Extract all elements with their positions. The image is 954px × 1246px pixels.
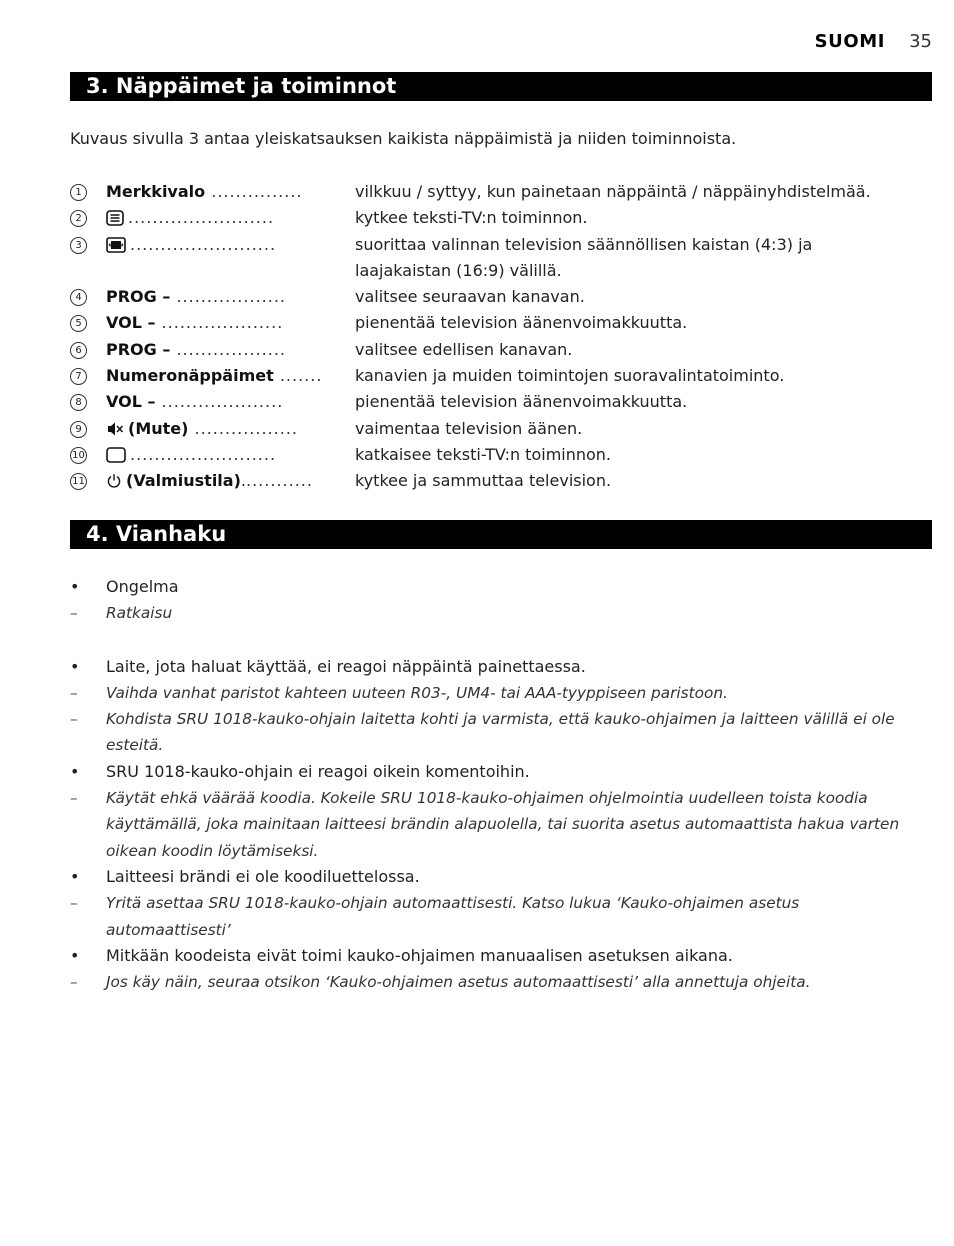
- key-name: [106, 284, 352, 310]
- key-description: katkaisee teksti-TV:n toiminnon.: [355, 444, 612, 464]
- key-number: 6: [70, 342, 87, 359]
- key-number: 5: [70, 315, 87, 332]
- solution-text: käyttämällä, joka mainitaan laitteesi brändin alapuolella, tai suorita asetus automaattista hakua varten: [106, 815, 900, 834]
- key-row: [70, 363, 940, 389]
- key-label: PROG –: [106, 287, 171, 307]
- key-name: [106, 232, 352, 261]
- key-name: [106, 468, 352, 497]
- key-row: [70, 389, 940, 415]
- problem-text: SRU 1018-kauko-ohjain ei reagoi oikein komentoihin.: [106, 761, 530, 781]
- key-description: kytkee ja sammuttaa television.: [355, 471, 612, 491]
- problem-item: [70, 654, 920, 680]
- legend-solution: [70, 600, 920, 626]
- key-number: 3: [70, 237, 87, 254]
- key-name: [106, 337, 352, 363]
- key-number: 1: [70, 184, 87, 201]
- troubleshooting-items: [70, 654, 920, 996]
- page-number: 35: [909, 31, 932, 52]
- bullet-marker: •: [70, 866, 80, 886]
- solution-item-continued: [70, 838, 920, 864]
- solution-text: esteitä.: [106, 736, 164, 755]
- key-description: suorittaa valinnan television säännöllisen kaistan (4:3) ja: [355, 234, 813, 254]
- problem-text: Laitteesi brändi ei ole koodiluettelossa.: [106, 866, 420, 886]
- screen-format-icon: [106, 235, 126, 261]
- bullet-marker: •: [70, 761, 80, 781]
- dash-marker: –: [70, 894, 78, 913]
- key-description: pienentää television äänenvoimakkuutta.: [355, 313, 688, 333]
- key-description: kanavien ja muiden toimintojen suoravalintatoiminto.: [355, 366, 785, 386]
- leader-dots: ..................: [170, 339, 286, 359]
- key-row: [70, 310, 940, 336]
- problem-item: [70, 759, 920, 785]
- leader-dots: ........................: [130, 234, 277, 254]
- solution-text: oikean koodin löytämiseksi.: [106, 841, 319, 860]
- key-number: 11: [70, 473, 87, 490]
- bullet-marker: •: [70, 656, 80, 676]
- key-row: [70, 179, 940, 205]
- key-description: valitsee edellisen kanavan.: [355, 339, 573, 359]
- language-label: SUOMI: [814, 31, 886, 52]
- key-label: VOL –: [106, 392, 156, 412]
- key-name: [106, 205, 352, 234]
- solution-text: Vaihda vanhat paristot kahteen uuteen R03-, UM4- tai AAA-tyyppiseen paristoon.: [106, 683, 728, 702]
- troubleshooting-list: [70, 574, 920, 995]
- bullet-marker: •: [70, 577, 80, 596]
- key-number: 2: [70, 210, 87, 227]
- dash-marker: –: [70, 683, 78, 702]
- dash-marker: –: [70, 604, 78, 623]
- key-label: PROG –: [106, 339, 171, 359]
- key-number: 10: [70, 447, 87, 464]
- problem-text: Mitkään koodeista eivät toimi kauko-ohjaimen manuaalisen asetuksen aikana.: [106, 945, 733, 965]
- key-description: vaimentaa television äänen.: [355, 418, 583, 438]
- power-icon: [106, 471, 122, 497]
- key-label: Numeronäppäimet: [106, 366, 274, 386]
- key-row: [70, 468, 940, 494]
- key-name: [106, 363, 352, 389]
- legend-problem: [70, 574, 920, 600]
- bullet-marker: •: [70, 945, 80, 965]
- key-description: vilkkuu / syttyy, kun painetaan näppäintä / näppäinyhdistelmää.: [355, 182, 871, 201]
- key-label: Merkkivalo: [106, 182, 206, 201]
- key-row: [70, 232, 940, 285]
- key-name: [106, 179, 352, 205]
- solution-item-continued: [70, 732, 920, 758]
- leader-dots: ...........: [246, 471, 313, 491]
- page-header: [815, 31, 932, 52]
- solution-item: [70, 706, 920, 732]
- solution-text: Kohdista SRU 1018-kauko-ohjain laitetta kohti ja varmista, että kauko-ohjaimen ja laitteen välillä ei ole: [106, 710, 895, 729]
- legend-problem-text: Ongelma: [106, 577, 179, 596]
- dash-marker: –: [70, 973, 78, 992]
- key-label: (Valmiustila): [126, 471, 241, 491]
- solution-item: [70, 785, 920, 811]
- key-number: 9: [70, 421, 87, 438]
- solution-text: Yritä asettaa SRU 1018-kauko-ohjain automaattisesti. Katso lukua ‘Kauko-ohjaimen asetus automaattisesti’: [106, 894, 800, 939]
- key-number: 7: [70, 368, 87, 385]
- leader-dots: ........................: [130, 444, 277, 464]
- section-title-troubleshooting: 4. Vianhaku: [70, 520, 932, 549]
- leader-dots: .......: [273, 366, 323, 386]
- leader-dots: ...............: [205, 182, 303, 201]
- leader-dots: .................: [188, 418, 298, 438]
- key-row: [70, 416, 940, 442]
- key-number: 8: [70, 394, 87, 411]
- problem-item: [70, 864, 920, 890]
- key-description-continued: laajakaistan (16:9) välillä.: [355, 260, 562, 280]
- key-name: [106, 389, 352, 415]
- section-intro: Kuvaus sivulla 3 antaa yleiskatsauksen kaikista näppäimistä ja niiden toiminnoista.: [70, 129, 737, 148]
- key-suffix: .: [240, 471, 246, 491]
- key-row: [70, 205, 940, 231]
- key-description: valitsee seuraavan kanavan.: [355, 287, 585, 307]
- solution-item: [70, 969, 920, 995]
- key-row: [70, 284, 940, 310]
- dash-marker: –: [70, 710, 78, 729]
- key-label: VOL –: [106, 313, 156, 333]
- key-name: [106, 442, 352, 471]
- key-function-list: [70, 179, 940, 495]
- key-number: 4: [70, 289, 87, 306]
- key-name: [106, 416, 352, 445]
- key-row: [70, 337, 940, 363]
- solution-item: [70, 680, 920, 706]
- solution-item-continued: [70, 811, 920, 837]
- key-name: [106, 310, 352, 336]
- leader-dots: ........................: [128, 208, 275, 228]
- leader-dots: ..................: [170, 287, 286, 307]
- key-description: kytkee teksti-TV:n toiminnon.: [355, 208, 588, 228]
- solution-text: Jos käy näin, seuraa otsikon ‘Kauko-ohjaimen asetus automaattisesti’ alla annettuja ohjeita.: [106, 973, 811, 992]
- section-title-buttons: 3. Näppäimet ja toiminnot: [70, 72, 932, 101]
- solution-item: [70, 890, 920, 943]
- dash-marker: –: [70, 789, 78, 808]
- key-row: [70, 442, 940, 468]
- key-description: pienentää television äänenvoimakkuutta.: [355, 392, 688, 412]
- leader-dots: ....................: [155, 313, 284, 333]
- solution-text: Käytät ehkä väärää koodia. Kokeile SRU 1018-kauko-ohjaimen ohjelmointia uudelleen toista koodia: [106, 789, 868, 808]
- problem-item: [70, 943, 920, 969]
- legend-solution-text: Ratkaisu: [106, 604, 173, 623]
- leader-dots: ....................: [155, 392, 284, 412]
- key-label: (Mute): [128, 418, 189, 438]
- problem-text: Laite, jota haluat käyttää, ei reagoi näppäintä painettaessa.: [106, 656, 586, 676]
